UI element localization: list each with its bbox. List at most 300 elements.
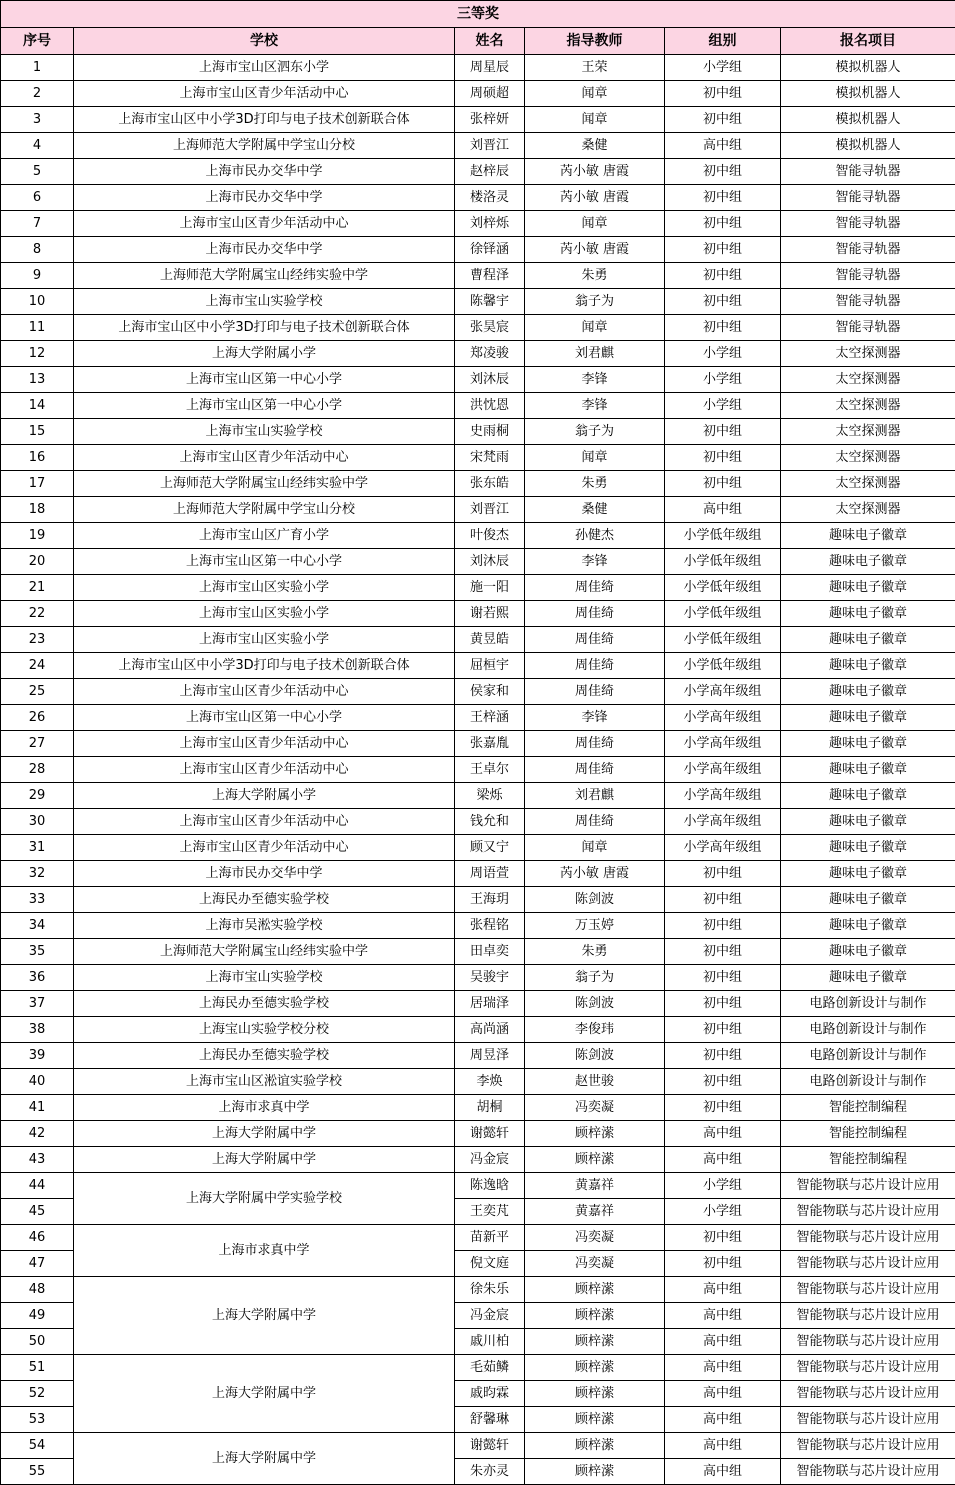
- cell-project: 智能控制编程: [781, 1095, 955, 1121]
- cell-name: 陈逸晗: [455, 1173, 525, 1199]
- cell-no: 1: [1, 55, 74, 81]
- cell-no: 18: [1, 497, 74, 523]
- cell-name: 刘沐辰: [455, 549, 525, 575]
- cell-no: 46: [1, 1225, 74, 1251]
- table-row: [1, 1069, 955, 1095]
- cell-group: 初中组: [665, 1251, 781, 1277]
- cell-name: 刘晋江: [455, 497, 525, 523]
- cell-project: 趣味电子徽章: [781, 601, 955, 627]
- cell-school: 上海市求真中学: [74, 1095, 455, 1121]
- cell-project: 趣味电子徽章: [781, 835, 955, 861]
- cell-teacher: 周佳绮: [525, 809, 665, 835]
- cell-no: 25: [1, 679, 74, 705]
- cell-name: 楼洛灵: [455, 185, 525, 211]
- cell-school: 上海市求真中学: [74, 1225, 455, 1277]
- cell-no: 30: [1, 809, 74, 835]
- cell-group: 初中组: [665, 1043, 781, 1069]
- cell-name: 张嘉胤: [455, 731, 525, 757]
- cell-school: 上海市宝山区中小学3D打印与电子技术创新联合体: [74, 107, 455, 133]
- cell-group: 初中组: [665, 107, 781, 133]
- cell-no: 45: [1, 1199, 74, 1225]
- cell-name: 高尚涵: [455, 1017, 525, 1043]
- cell-project: 趣味电子徽章: [781, 575, 955, 601]
- cell-project: 电路创新设计与制作: [781, 1069, 955, 1095]
- cell-no: 23: [1, 627, 74, 653]
- cell-group: 小学低年级组: [665, 601, 781, 627]
- cell-no: 41: [1, 1095, 74, 1121]
- table-row: [1, 159, 955, 185]
- table-row: [1, 1225, 955, 1251]
- table-row: [1, 367, 955, 393]
- cell-name: 宋梵雨: [455, 445, 525, 471]
- cell-name: 周硕超: [455, 81, 525, 107]
- cell-no: 55: [1, 1459, 74, 1485]
- cell-project: 趣味电子徽章: [781, 939, 955, 965]
- cell-teacher: 李锋: [525, 367, 665, 393]
- cell-teacher: 李锋: [525, 549, 665, 575]
- cell-school: 上海市宝山区淞谊实验学校: [74, 1069, 455, 1095]
- cell-group: 初中组: [665, 81, 781, 107]
- cell-project: 趣味电子徽章: [781, 523, 955, 549]
- cell-name: 顾又宁: [455, 835, 525, 861]
- table-row: [1, 1433, 955, 1459]
- table-row: [1, 1043, 955, 1069]
- cell-school: 上海民办至德实验学校: [74, 1043, 455, 1069]
- table-row: [1, 445, 955, 471]
- cell-teacher: 顾梓潆: [525, 1121, 665, 1147]
- cell-school: 上海市宝山区广育小学: [74, 523, 455, 549]
- header-group: 组别: [665, 28, 781, 55]
- table-row: [1, 315, 955, 341]
- cell-name: 周语萱: [455, 861, 525, 887]
- cell-group: 高中组: [665, 1147, 781, 1173]
- cell-group: 初中组: [665, 939, 781, 965]
- cell-teacher: 闻章: [525, 81, 665, 107]
- cell-teacher: 顾梓潆: [525, 1277, 665, 1303]
- cell-school: 上海市宝山区实验小学: [74, 601, 455, 627]
- cell-teacher: 闻章: [525, 211, 665, 237]
- cell-project: 智能物联与芯片设计应用: [781, 1225, 955, 1251]
- cell-project: 智能物联与芯片设计应用: [781, 1433, 955, 1459]
- cell-name: 钱允和: [455, 809, 525, 835]
- cell-project: 趣味电子徽章: [781, 705, 955, 731]
- cell-no: 16: [1, 445, 74, 471]
- cell-school: 上海大学附属中学实验学校: [74, 1173, 455, 1225]
- cell-school: 上海大学附属中学: [74, 1121, 455, 1147]
- cell-project: 模拟机器人: [781, 55, 955, 81]
- cell-no: 44: [1, 1173, 74, 1199]
- cell-school: 上海市宝山区青少年活动中心: [74, 809, 455, 835]
- table-title: 三等奖: [1, 1, 955, 28]
- cell-group: 初中组: [665, 991, 781, 1017]
- cell-name: 苗新平: [455, 1225, 525, 1251]
- cell-teacher: 周佳绮: [525, 731, 665, 757]
- cell-school: 上海市民办交华中学: [74, 237, 455, 263]
- cell-project: 趣味电子徽章: [781, 861, 955, 887]
- cell-teacher: 翁子为: [525, 419, 665, 445]
- cell-project: 模拟机器人: [781, 133, 955, 159]
- cell-name: 朱亦灵: [455, 1459, 525, 1485]
- cell-project: 智能控制编程: [781, 1147, 955, 1173]
- cell-group: 小学高年级组: [665, 705, 781, 731]
- cell-name: 谢懿轩: [455, 1121, 525, 1147]
- cell-teacher: 刘君麒: [525, 341, 665, 367]
- cell-project: 智能物联与芯片设计应用: [781, 1277, 955, 1303]
- cell-group: 小学组: [665, 55, 781, 81]
- cell-teacher: 闻章: [525, 835, 665, 861]
- cell-teacher: 周佳绮: [525, 757, 665, 783]
- cell-group: 高中组: [665, 1329, 781, 1355]
- cell-school: 上海大学附属中学: [74, 1433, 455, 1485]
- table-row: [1, 289, 955, 315]
- cell-teacher: 顾梓潆: [525, 1433, 665, 1459]
- cell-teacher: 冯奕凝: [525, 1095, 665, 1121]
- cell-teacher: 顾梓潆: [525, 1355, 665, 1381]
- cell-project: 智能物联与芯片设计应用: [781, 1407, 955, 1433]
- cell-group: 初中组: [665, 1095, 781, 1121]
- cell-school: 上海市吴淞实验学校: [74, 913, 455, 939]
- cell-name: 胡桐: [455, 1095, 525, 1121]
- table-row: [1, 1017, 955, 1043]
- cell-school: 上海市宝山区第一中心小学: [74, 367, 455, 393]
- cell-no: 4: [1, 133, 74, 159]
- cell-project: 太空探测器: [781, 445, 955, 471]
- cell-teacher: 芮小敏 唐霞: [525, 159, 665, 185]
- cell-project: 智能寻轨器: [781, 289, 955, 315]
- cell-no: 40: [1, 1069, 74, 1095]
- table-row: [1, 1095, 955, 1121]
- table-row: [1, 1121, 955, 1147]
- cell-school: 上海市宝山区青少年活动中心: [74, 445, 455, 471]
- cell-no: 12: [1, 341, 74, 367]
- cell-group: 小学组: [665, 393, 781, 419]
- cell-school: 上海市宝山实验学校: [74, 289, 455, 315]
- cell-project: 智能物联与芯片设计应用: [781, 1199, 955, 1225]
- cell-group: 初中组: [665, 861, 781, 887]
- cell-no: 27: [1, 731, 74, 757]
- cell-school: 上海市宝山区青少年活动中心: [74, 757, 455, 783]
- cell-group: 高中组: [665, 1303, 781, 1329]
- cell-name: 张程铭: [455, 913, 525, 939]
- cell-no: 14: [1, 393, 74, 419]
- table-row: [1, 497, 955, 523]
- cell-school: 上海大学附属小学: [74, 341, 455, 367]
- cell-no: 52: [1, 1381, 74, 1407]
- cell-project: 太空探测器: [781, 497, 955, 523]
- cell-teacher: 陈剑波: [525, 991, 665, 1017]
- table-row: [1, 211, 955, 237]
- cell-name: 洪忱恩: [455, 393, 525, 419]
- cell-name: 刘晋江: [455, 133, 525, 159]
- cell-project: 电路创新设计与制作: [781, 1043, 955, 1069]
- cell-group: 高中组: [665, 1121, 781, 1147]
- cell-no: 51: [1, 1355, 74, 1381]
- table-row: [1, 757, 955, 783]
- cell-group: 小学组: [665, 1173, 781, 1199]
- cell-teacher: 孙健杰: [525, 523, 665, 549]
- table-row: [1, 705, 955, 731]
- cell-group: 小学高年级组: [665, 679, 781, 705]
- cell-teacher: 陈剑波: [525, 887, 665, 913]
- table-row: [1, 237, 955, 263]
- cell-name: 屈桓宇: [455, 653, 525, 679]
- cell-teacher: 顾梓潆: [525, 1407, 665, 1433]
- table-row: [1, 1147, 955, 1173]
- cell-name: 谢若熙: [455, 601, 525, 627]
- cell-no: 35: [1, 939, 74, 965]
- cell-school: 上海市宝山区实验小学: [74, 627, 455, 653]
- cell-group: 高中组: [665, 1459, 781, 1485]
- cell-project: 电路创新设计与制作: [781, 1017, 955, 1043]
- cell-project: 趣味电子徽章: [781, 627, 955, 653]
- table-row: [1, 861, 955, 887]
- cell-name: 刘沐辰: [455, 367, 525, 393]
- cell-name: 徐朱乐: [455, 1277, 525, 1303]
- cell-teacher: 周佳绮: [525, 575, 665, 601]
- cell-teacher: 闻章: [525, 315, 665, 341]
- cell-project: 趣味电子徽章: [781, 913, 955, 939]
- cell-project: 趣味电子徽章: [781, 887, 955, 913]
- cell-project: 太空探测器: [781, 471, 955, 497]
- cell-project: 趣味电子徽章: [781, 731, 955, 757]
- cell-name: 毛茹鳞: [455, 1355, 525, 1381]
- cell-project: 太空探测器: [781, 367, 955, 393]
- cell-school: 上海民办至德实验学校: [74, 887, 455, 913]
- cell-name: 叶俊杰: [455, 523, 525, 549]
- table-row: [1, 393, 955, 419]
- cell-group: 小学高年级组: [665, 731, 781, 757]
- cell-no: 39: [1, 1043, 74, 1069]
- cell-name: 陈馨宇: [455, 289, 525, 315]
- cell-teacher: 顾梓潆: [525, 1329, 665, 1355]
- cell-no: 3: [1, 107, 74, 133]
- cell-group: 高中组: [665, 1407, 781, 1433]
- cell-group: 小学高年级组: [665, 783, 781, 809]
- cell-no: 37: [1, 991, 74, 1017]
- header-row: [1, 28, 955, 55]
- cell-name: 梁烁: [455, 783, 525, 809]
- cell-name: 史雨桐: [455, 419, 525, 445]
- cell-school: 上海师范大学附属中学宝山分校: [74, 133, 455, 159]
- cell-school: 上海市宝山区中小学3D打印与电子技术创新联合体: [74, 653, 455, 679]
- cell-teacher: 桑健: [525, 497, 665, 523]
- table-row: [1, 731, 955, 757]
- cell-name: 施一阳: [455, 575, 525, 601]
- cell-group: 小学低年级组: [665, 575, 781, 601]
- cell-project: 趣味电子徽章: [781, 653, 955, 679]
- cell-group: 初中组: [665, 471, 781, 497]
- cell-name: 冯金宸: [455, 1147, 525, 1173]
- cell-school: 上海市宝山区第一中心小学: [74, 705, 455, 731]
- cell-project: 电路创新设计与制作: [781, 991, 955, 1017]
- cell-school: 上海市宝山区第一中心小学: [74, 393, 455, 419]
- cell-no: 38: [1, 1017, 74, 1043]
- cell-no: 17: [1, 471, 74, 497]
- cell-group: 初中组: [665, 1017, 781, 1043]
- cell-name: 黄昱皓: [455, 627, 525, 653]
- cell-teacher: 顾梓潆: [525, 1303, 665, 1329]
- cell-teacher: 冯奕凝: [525, 1225, 665, 1251]
- table-row: [1, 887, 955, 913]
- cell-teacher: 陈剑波: [525, 1043, 665, 1069]
- table-row: [1, 679, 955, 705]
- cell-school: 上海市宝山区青少年活动中心: [74, 731, 455, 757]
- cell-name: 郑凌骏: [455, 341, 525, 367]
- table-row: [1, 809, 955, 835]
- cell-project: 太空探测器: [781, 419, 955, 445]
- cell-no: 8: [1, 237, 74, 263]
- cell-teacher: 闻章: [525, 445, 665, 471]
- header-teacher: 指导教师: [525, 28, 665, 55]
- cell-group: 初中组: [665, 263, 781, 289]
- cell-school: 上海师范大学附属宝山经纬实验中学: [74, 939, 455, 965]
- table-row: [1, 471, 955, 497]
- table-row: [1, 991, 955, 1017]
- cell-teacher: 万玉婷: [525, 913, 665, 939]
- cell-name: 吴骏宇: [455, 965, 525, 991]
- cell-school: 上海师范大学附属中学宝山分校: [74, 497, 455, 523]
- cell-school: 上海大学附属小学: [74, 783, 455, 809]
- cell-project: 智能寻轨器: [781, 159, 955, 185]
- table-row: [1, 1355, 955, 1381]
- table-row: [1, 185, 955, 211]
- cell-name: 周星辰: [455, 55, 525, 81]
- cell-group: 小学低年级组: [665, 549, 781, 575]
- cell-no: 36: [1, 965, 74, 991]
- cell-no: 7: [1, 211, 74, 237]
- cell-group: 初中组: [665, 965, 781, 991]
- cell-name: 周昱泽: [455, 1043, 525, 1069]
- cell-no: 28: [1, 757, 74, 783]
- cell-no: 34: [1, 913, 74, 939]
- cell-teacher: 李锋: [525, 393, 665, 419]
- cell-group: 小学低年级组: [665, 653, 781, 679]
- cell-teacher: 李锋: [525, 705, 665, 731]
- cell-teacher: 赵世骏: [525, 1069, 665, 1095]
- header-no: 序号: [1, 28, 74, 55]
- cell-name: 赵梓辰: [455, 159, 525, 185]
- cell-teacher: 周佳绮: [525, 653, 665, 679]
- cell-no: 26: [1, 705, 74, 731]
- cell-no: 2: [1, 81, 74, 107]
- cell-project: 太空探测器: [781, 393, 955, 419]
- cell-school: 上海大学附属中学: [74, 1147, 455, 1173]
- cell-teacher: 翁子为: [525, 289, 665, 315]
- table-row: [1, 81, 955, 107]
- table-row: [1, 107, 955, 133]
- cell-teacher: 刘君麒: [525, 783, 665, 809]
- cell-project: 智能物联与芯片设计应用: [781, 1329, 955, 1355]
- cell-group: 高中组: [665, 133, 781, 159]
- table-row: [1, 263, 955, 289]
- cell-name: 徐铎涵: [455, 237, 525, 263]
- cell-group: 初中组: [665, 419, 781, 445]
- cell-no: 10: [1, 289, 74, 315]
- table-row: [1, 133, 955, 159]
- cell-group: 小学高年级组: [665, 809, 781, 835]
- cell-school: 上海市民办交华中学: [74, 185, 455, 211]
- cell-teacher: 朱勇: [525, 263, 665, 289]
- table-row: [1, 1277, 955, 1303]
- cell-group: 小学组: [665, 341, 781, 367]
- cell-project: 太空探测器: [781, 341, 955, 367]
- cell-project: 智能寻轨器: [781, 315, 955, 341]
- cell-school: 上海市宝山实验学校: [74, 965, 455, 991]
- cell-school: 上海大学附属中学: [74, 1277, 455, 1355]
- cell-group: 初中组: [665, 185, 781, 211]
- cell-no: 42: [1, 1121, 74, 1147]
- cell-group: 初中组: [665, 445, 781, 471]
- cell-group: 初中组: [665, 913, 781, 939]
- cell-project: 趣味电子徽章: [781, 679, 955, 705]
- cell-school: 上海民办至德实验学校: [74, 991, 455, 1017]
- cell-group: 小学高年级组: [665, 757, 781, 783]
- cell-teacher: 朱勇: [525, 939, 665, 965]
- cell-no: 24: [1, 653, 74, 679]
- cell-school: 上海市宝山区青少年活动中心: [74, 211, 455, 237]
- table-row: [1, 1173, 955, 1199]
- cell-school: 上海市宝山区实验小学: [74, 575, 455, 601]
- cell-group: 初中组: [665, 211, 781, 237]
- cell-school: 上海市宝山区中小学3D打印与电子技术创新联合体: [74, 315, 455, 341]
- cell-school: 上海市宝山区青少年活动中心: [74, 81, 455, 107]
- cell-group: 初中组: [665, 237, 781, 263]
- cell-group: 小学高年级组: [665, 835, 781, 861]
- cell-no: 31: [1, 835, 74, 861]
- cell-name: 倪文庭: [455, 1251, 525, 1277]
- cell-name: 王奕芃: [455, 1199, 525, 1225]
- cell-group: 初中组: [665, 315, 781, 341]
- cell-name: 侯家和: [455, 679, 525, 705]
- cell-no: 49: [1, 1303, 74, 1329]
- cell-no: 13: [1, 367, 74, 393]
- cell-teacher: 周佳绮: [525, 627, 665, 653]
- cell-project: 智能物联与芯片设计应用: [781, 1355, 955, 1381]
- table-body: [1, 55, 955, 1485]
- cell-no: 48: [1, 1277, 74, 1303]
- cell-group: 初中组: [665, 887, 781, 913]
- cell-project: 趣味电子徽章: [781, 809, 955, 835]
- cell-group: 高中组: [665, 1355, 781, 1381]
- cell-teacher: 翁子为: [525, 965, 665, 991]
- cell-school: 上海市宝山区青少年活动中心: [74, 835, 455, 861]
- cell-group: 小学组: [665, 1199, 781, 1225]
- cell-teacher: 桑健: [525, 133, 665, 159]
- cell-teacher: 顾梓潆: [525, 1147, 665, 1173]
- cell-no: 19: [1, 523, 74, 549]
- cell-project: 模拟机器人: [781, 81, 955, 107]
- cell-project: 趣味电子徽章: [781, 965, 955, 991]
- cell-name: 张东皓: [455, 471, 525, 497]
- cell-no: 5: [1, 159, 74, 185]
- cell-project: 智能物联与芯片设计应用: [781, 1173, 955, 1199]
- cell-group: 高中组: [665, 497, 781, 523]
- cell-group: 小学低年级组: [665, 627, 781, 653]
- table-row: [1, 341, 955, 367]
- cell-teacher: 芮小敏 唐霞: [525, 861, 665, 887]
- cell-no: 22: [1, 601, 74, 627]
- cell-name: 戚昀霖: [455, 1381, 525, 1407]
- cell-name: 刘梓烁: [455, 211, 525, 237]
- cell-project: 模拟机器人: [781, 107, 955, 133]
- table-row: [1, 965, 955, 991]
- cell-no: 20: [1, 549, 74, 575]
- cell-teacher: 冯奕凝: [525, 1251, 665, 1277]
- cell-group: 小学低年级组: [665, 523, 781, 549]
- cell-group: 初中组: [665, 1069, 781, 1095]
- table-row: [1, 653, 955, 679]
- cell-project: 趣味电子徽章: [781, 783, 955, 809]
